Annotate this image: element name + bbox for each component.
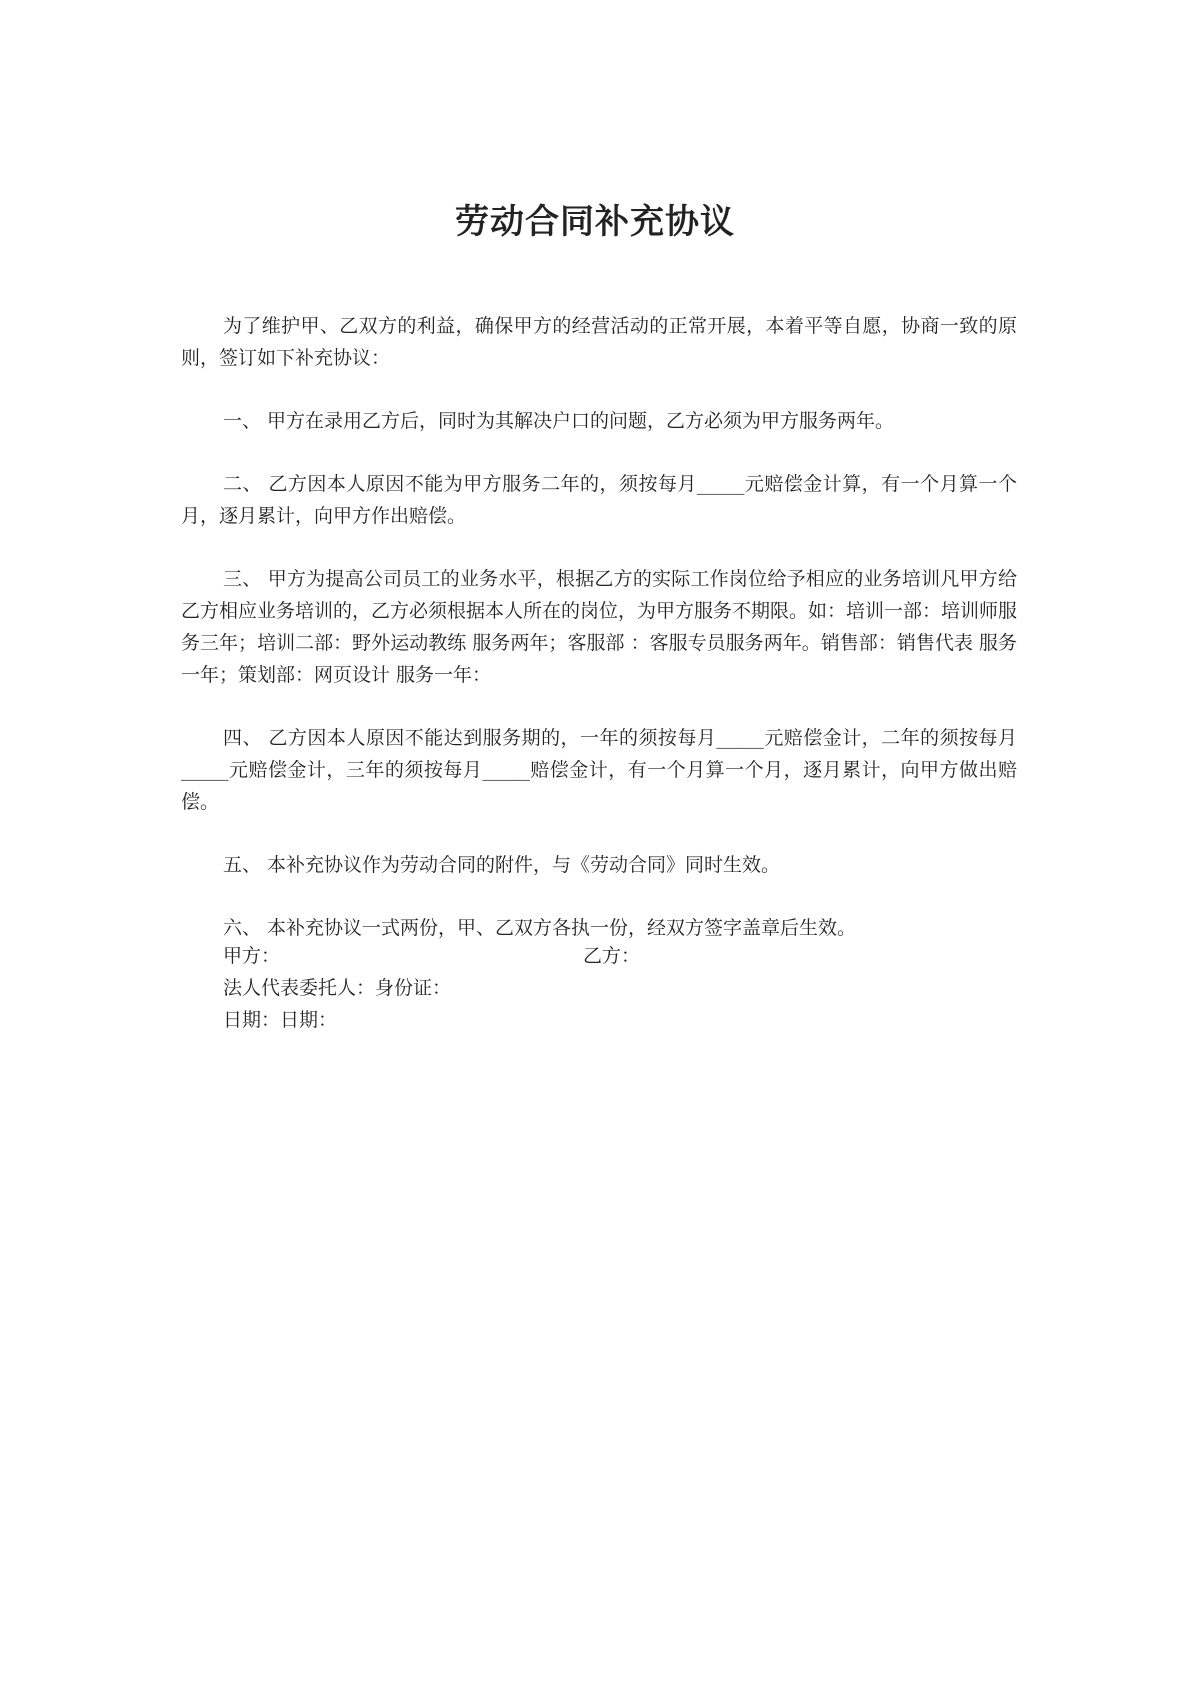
party-a-label: 甲方： — [223, 945, 281, 967]
paragraph-gap — [181, 818, 1017, 849]
paragraph-gap — [181, 691, 1017, 722]
signature-block — [223, 940, 923, 1036]
party-b-label: 乙方： — [583, 945, 641, 967]
date-label: 日期：日期： — [223, 1009, 338, 1031]
clause-3: 三、 甲方为提高公司员工的业务水平，根据乙方的实际工作岗位给予相应的业务培训凡甲方给乙方相应业务培训的，乙方必须根据本人所在的岗位，为甲方服务不期限。如：培训一部：培训师服务三年；培训二部：野外运动教练 服务两年；客服部 ：客服专员服务两年。销售部：销售代表 服务一年；策划部：网页设计 服务一年： — [181, 568, 1018, 686]
paragraph-gap — [181, 374, 1017, 405]
clause-4: 四、 乙方因本人原因不能达到服务期的，一年的须按每月_____元赔偿金计，二年的须按每月_____元赔偿金计，三年的须按每月_____赔偿金计，有一个月算一个月，逐月累计，向甲方做出赔偿。 — [181, 727, 1017, 813]
intro-paragraph: 为了维护甲、乙双方的利益，确保甲方的经营活动的正常开展，本着平等自愿，协商一致的原则，签订如下补充协议： — [181, 315, 1017, 369]
clause-1: 一、 甲方在录用乙方后，同时为其解决户口的问题，乙方必须为甲方服务两年。 — [223, 410, 895, 432]
paragraph-gap — [181, 532, 1017, 563]
representative-label: 法人代表委托人：身份证： — [223, 977, 452, 999]
document-title: 劳动合同补充协议 — [455, 202, 735, 242]
paragraph-gap — [181, 881, 1017, 912]
clause-6: 六、 本补充协议一式两份，甲、乙双方各执一份，经双方签字盖章后生效。 — [223, 917, 857, 939]
document-body — [181, 310, 1017, 944]
paragraph-gap — [181, 437, 1017, 468]
representative-row — [223, 972, 923, 1004]
date-row — [223, 1004, 923, 1036]
clause-2: 二、 乙方因本人原因不能为甲方服务二年的，须按每月_____元赔偿金计算，有一个月算一个月，逐月累计，向甲方作出赔偿。 — [181, 473, 1017, 527]
clause-5: 五、 本补充协议作为劳动合同的附件，与《劳动合同》同时生效。 — [223, 854, 781, 876]
party-row — [223, 940, 923, 972]
